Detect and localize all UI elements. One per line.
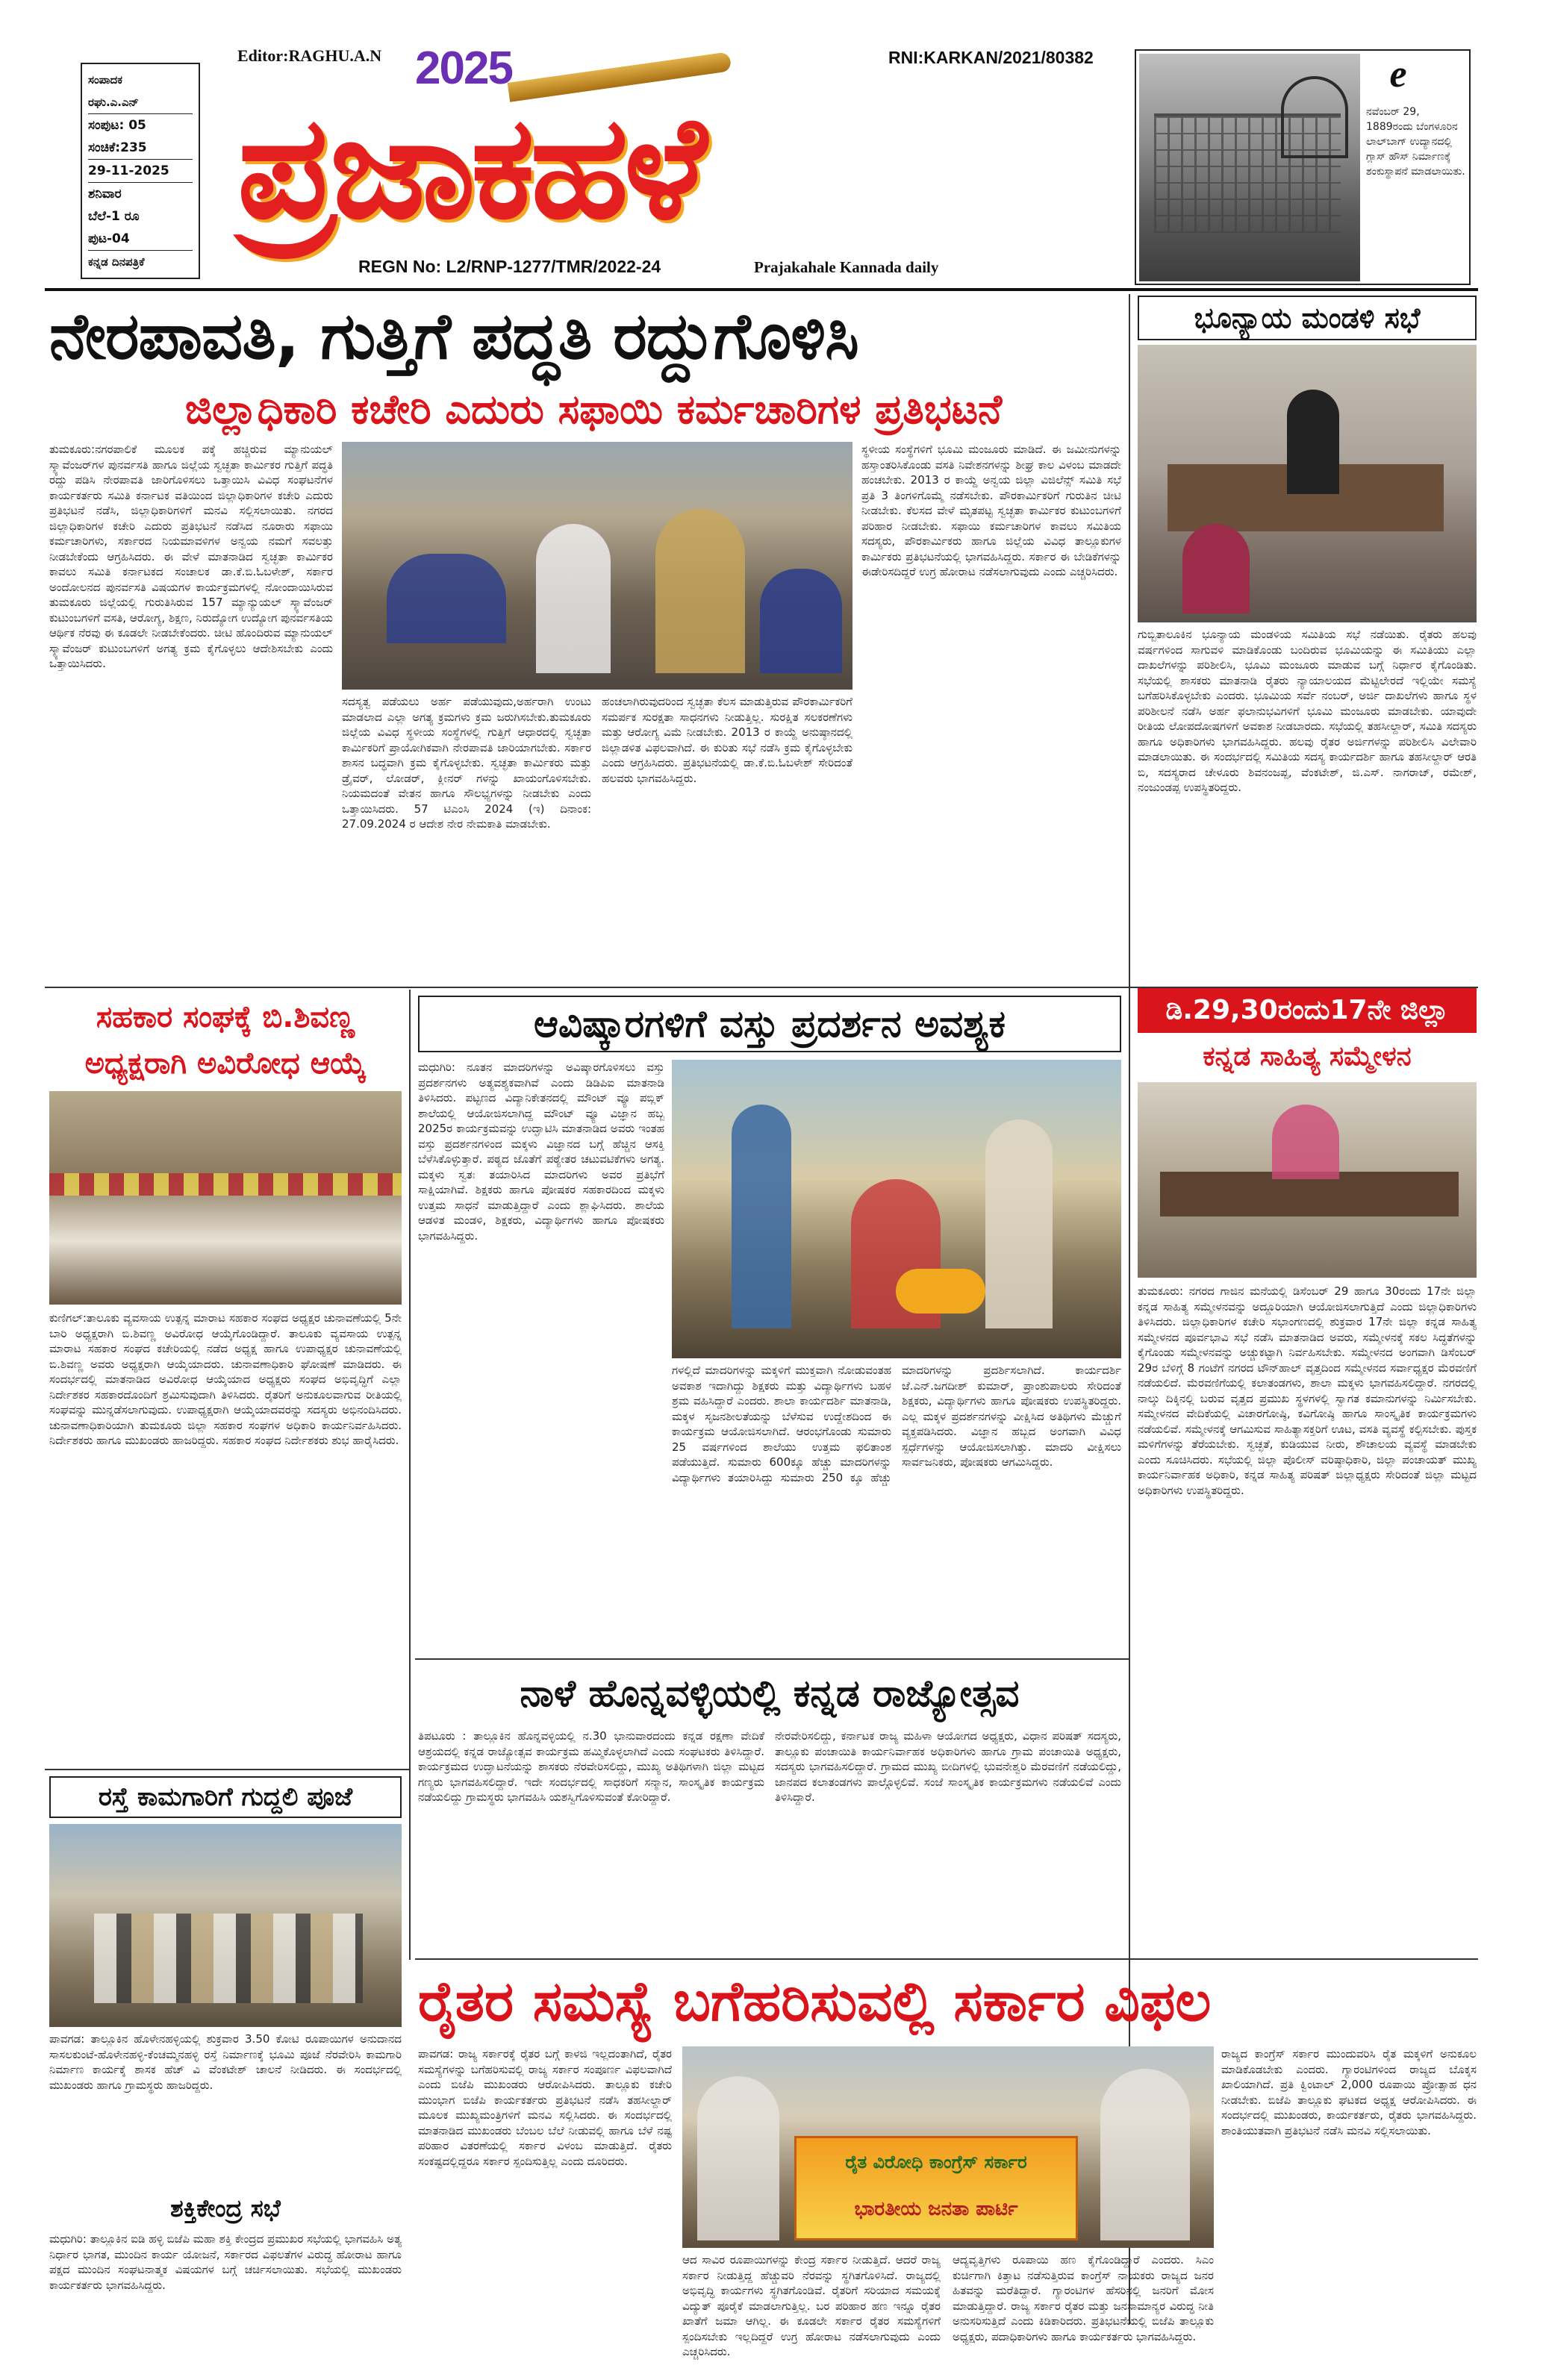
avishkar-col2: ಗಳಲ್ಲಿದೆ ಮಾದರಿಗಳನ್ನು ಮಕ್ಕಳಿಗೆ ಮುಕ್ತವಾಗಿ ನೋಡುವಂತಹ ಅವಕಾಶ ಇದಾಗಿದ್ದು ಶಿಕ್ಷಕರು ಮತ್ತು ವಿದ್ಯಾರ್ಥಿಗಳು ಬಹಳ ಶ್ರಮ ವಹಿಸಿದ್ದಾರೆ ಎಂದರು. ಶಾಲಾ ಕಾರ್ಯದರ್ಶಿ ಮಾತನಾಡಿ, ಮಕ್ಕಳ ಸೃಜನಶೀಲತೆಯನ್ನು ಬೆಳೆಸುವ ಉದ್ದೇಶದಿಂದ ಈ ಕಾರ್ಯಕ್ರಮ ಆಯೋಜಿಸಲಾಗಿದೆ. ಆರಂಭಗೊಂಡು ಸುಮಾರು 25 ವರ್ಷಗಳಿಂದ ಶಾಲೆಯು ಉತ್ತಮ ಫಲಿತಾಂಶ ಪಡೆಯುತ್ತಿದೆ. ಸುಮಾರು 600ಕ್ಕೂ ಹೆಚ್ಚು ಮಾದರಿಗಳನ್ನು ವಿದ್ಯಾರ್ಥಿಗಳು ತಯಾರಿಸಿದ್ದು ಸುಮಾರು 250 ಕ್ಕೂ ಹೆಚ್ಚು ಮಾದರಿಗಳನ್ನು ಪ್ರದರ್ಶಿಸಲಾಗಿದೆ. ಕಾರ್ಯದರ್ಶಿ ಜೆ.ಎನ್.ಜಗದೀಶ್ ಕುಮಾರ್, ಪ್ರಾಂಶುಪಾಲರು ಸೇರಿದಂತೆ ಶಿಕ್ಷಕರು, ವಿದ್ಯಾರ್ಥಿಗಳು ಹಾಗೂ ಪೋಷಕರು ಉಪಸ್ಥಿತರಿದ್ದರು. ಎಲ್ಲ ಮಕ್ಕಳ ಪ್ರದರ್ಶನಗಳನ್ನು ವೀಕ್ಷಿಸಿದ ಅತಿಥಿಗಳು ಮೆಚ್ಚುಗೆ ವ್ಯಕ್ತಪಡಿಸಿದರು. ವಿಜ್ಞಾನ ಹಬ್ಬದ ಅಂಗವಾಗಿ ವಿವಿಧ ಸ್ಪರ್ಧೆಗಳನ್ನು ಆಯೋಜಿಸಲಾಗಿತ್ತು. ಮಾದರಿ ವೀಕ್ಷಿಸಲು ಸಾರ್ವಜನಿಕರು, ಪೋಷಕರು ಆಗಮಿಸಿದ್ದರು.: [672, 1364, 1121, 1484]
newspaper-title: ಪ್ರಜಾಕಹಳೆ: [237, 85, 702, 250]
banner-line1: ರೈತ ವಿರೋಧಿ ಕಾಂಗ್ರೆಸ್ ಸರ್ಕಾರ: [845, 2152, 1027, 2173]
lead-col4: ಸ್ಥಳೀಯ ಸಂಸ್ಥೆಗಳಿಗೆ ಭೂಮಿ ಮಂಜೂರು ಮಾಡಿದೆ. ಈ ಜಮೀನುಗಳನ್ನು ಹಸ್ತಾಂತರಿಸಿಕೊಂಡು ವಸತಿ ನಿವೇಶನಗಳನ್ನು ಶೀಘ್ರ ಕಾಲ ವಿಳಂಬ ಮಾಡದೇ ಹಂಚಬೇಕು. 2013 ರ ಕಾಯ್ದೆ ಅನ್ವಯ ಜಿಲ್ಲಾ ವಿಜಿಲೆನ್ಸ್ ಸಮಿತಿ ಸಭೆ ಪ್ರತಿ 3 ತಿಂಗಳಿಗೊಮ್ಮೆ ನಡೆಸಬೇಕು. ಪೌರಕಾರ್ಮಿಕರಿಗೆ ಗುರುತಿನ ಚೀಟಿ ನೀಡಬೇಕು. ಕೆಲಸದ ವೇಳೆ ಮೃತಪಟ್ಟ ಸ್ವಚ್ಛತಾ ಕಾರ್ಮಿಕರ ಕುಟುಂಬಗಳಿಗೆ ಪರಿಹಾರ ನೀಡಬೇಕು. ಸಫಾಯಿ ಕರ್ಮಚಾರಿಗಳ ಕಾವಲು ಸಮಿತಿಯ ಸದಸ್ಯರು, ಪೌರಕಾರ್ಮಿಕರು ಹಾಗೂ ಜಿಲ್ಲೆಯ ವಿವಿಧ ತಾಲ್ಲೂಕುಗಳ ಕಾರ್ಮಿಕರು ಪ್ರತಿಭಟನೆಯಲ್ಲಿ ಭಾಗವಹಿಸಿದ್ದರು. ಸರ್ಕಾರ ಈ ಬೇಡಿಕೆಗಳನ್ನು ಈಡೇರಿಸದಿದ್ದರೆ ಉಗ್ರ ಹೋರಾಟ ನಡೆಸಲಾಗುವುದು ಎಂದು ಎಚ್ಚರಿಸಿದರು.: [861, 443, 1121, 578]
sahitya-head-line2: ಕನ್ನಡ ಸಾಹಿತ್ಯ ಸಮ್ಮೇಳನ: [1203, 1041, 1412, 1072]
sahitya-head-line1: ಡಿ.29,30ರಂದು17ನೇ ಜಿಲ್ಲಾ: [1138, 988, 1477, 1033]
shakti-text: ಮಧುಗಿರಿ: ತಾಲ್ಲೂಕಿನ ಐಡಿ ಹಳ್ಳಿ ಬಿಜೆಪಿ ಮಹಾ ಶಕ್ತಿ ಕೇಂದ್ರದ ಪ್ರಮುಖರ ಸಭೆಯಲ್ಲಿ ಭಾಗವಹಿಸಿ ಅತ್ಯ ನಿರ್ಧಾರ ಭಾಗತ, ಮುಂದಿನ ಕಾರ್ಯ ಯೋಜನೆ, ಸರ್ಕಾರದ ವಿಫಲತೆಗಳ ವಿರುದ್ಧ ಹೋರಾಟ ಹಾಗೂ ಪಕ್ಷದ ಮುಂದಿನ ಸಂಘಟನಾತ್ಮಕ ವಿಷಯಗಳ ಬಗ್ಗೆ ಚರ್ಚಿಸಲಾಯಿತು. ಸಭೆಯಲ್ಲಿ ಮುಖಂಡರು ಕಾರ್ಯಕರ್ತರು ಭಾಗವಹಿಸಿದ್ದರು.: [49, 2232, 402, 2292]
section-divider: [415, 1658, 1129, 1660]
sahakara-text: ಕುಣಿಗಲ್:ತಾಲೂಕು ವ್ಯವಸಾಯ ಉತ್ಪನ್ನ ಮಾರಾಟ ಸಹಕಾರ ಸಂಘದ ಅಧ್ಯಕ್ಷರ ಚುನಾವಣೆಯಲ್ಲಿ 5ನೇ ಬಾರಿ ಅಧ್ಯಕ್ಷರಾಗಿ ಬಿ.ಶಿವಣ್ಣ ಅವಿರೋಧ ಆಯ್ಕೆಗೊಂಡಿದ್ದಾರೆ. ತಾಲೂಕು ವ್ಯವಸಾಯ ಉತ್ಪನ್ನ ಮಾರಾಟ ಸಹಕಾರ ಸಂಘದ ಕಚೇರಿಯಲ್ಲಿ ನಡೆದ ಅಧ್ಯಕ್ಷ ಹಾಗೂ ಉಪಾಧ್ಯಕ್ಷರ ಚುನಾವಣೆಯಲ್ಲಿ ಬಿ.ಶಿವಣ್ಣ ಅವರು ಅಧ್ಯಕ್ಷರಾಗಿ ಆಯ್ಕೆಯಾದರು. ಚುನಾವಣಾಧಿಕಾರಿ ಘೋಷಣೆ ಮಾಡಿದರು. ಈ ಸಂದರ್ಭದಲ್ಲಿ ಮಾತನಾಡಿದ ಅವಿರೋಧ ಆಯ್ಕೆಯಾದ ಅಧ್ಯಕ್ಷರು ಸಂಘದ ಅಭಿವೃದ್ಧಿಗೆ ಎಲ್ಲಾ ನಿರ್ದೇಶಕರ ಸಹಕಾರದೊಂದಿಗೆ ಶ್ರಮಿಸುವುದಾಗಿ ತಿಳಿಸಿದರು. ರೈತರಿಗೆ ಅನುಕೂಲವಾಗುವ ರೀತಿಯಲ್ಲಿ ಸಂಘವನ್ನು ಮುನ್ನಡೆಸಲಾಗುವುದು. ಉಪಾಧ್ಯಕ್ಷರಾಗಿ ಆಯ್ಕೆಯಾದವರನ್ನು ಸದಸ್ಯರು ಅಭಿನಂದಿಸಿದರು. ಚುನಾವಣಾಧಿಕಾರಿಯಾಗಿ ತುಮಕೂರು ಜಿಲ್ಲಾ ಸಹಕಾರ ಸಂಘಗಳ ಅಧಿಕಾರಿ ಕಾರ್ಯನಿರ್ವಹಿಸಿದರು. ನಿರ್ದೇಶಕರು ಹಾಗೂ ಮುಖಂಡರು ಹಾಜರಿದ್ದರು. ಸಹಕಾರ ಸಂಘದ ನಿರ್ದೇಶಕರು ಶುಭ ಹಾರೈಸಿದರು.: [49, 1311, 402, 1447]
sahakara-photo: [49, 1091, 402, 1305]
raita-head: ರೈತರ ಸಮಸ್ಯೆ ಬಗೆಹರಿಸುವಲ್ಲಿ ಸರ್ಕಾರ ವಿಫಲ: [418, 1970, 1212, 2034]
regn-label: REGN No: L2/RNP-1277/TMR/2022-24: [358, 257, 661, 276]
masthead-info-line: ಸಂಚಿಕೆ:235: [88, 137, 193, 160]
rajyotsava-col2: ನೇರವೇರಿಸಲಿದ್ದು, ಕರ್ನಾಟಕ ರಾಜ್ಯ ಮಹಿಳಾ ಆಯೋಗದ ಅಧ್ಯಕ್ಷರು, ವಿಧಾನ ಪರಿಷತ್ ಸದಸ್ಯರು, ತಾಲ್ಲೂಕು ಪಂಚಾಯಿತಿ ಕಾರ್ಯನಿರ್ವಾಹಕ ಅಧಿಕಾರಿಗಳು ಹಾಗೂ ಗ್ರಾಮ ಪಂಚಾಯಿತಿ ಅಧ್ಯಕ್ಷರು, ಸದಸ್ಯರು ಭಾಗವಹಿಸಲಿದ್ದಾರೆ. ಗ್ರಾಮದ ಮುಖ್ಯ ಬೀದಿಗಳಲ್ಲಿ ಭುವನೇಶ್ವರಿ ಮೆರವಣಿಗೆ ನಡೆಯಲಿದ್ದು, ಜಾನಪದ ಕಲಾತಂಡಗಳು ಪಾಲ್ಗೊಳ್ಳಲಿವೆ. ಸಂಜೆ ಸಾಂಸ್ಕೃತಿಕ ಕಾರ್ಯಕ್ರಮಗಳು ನಡೆಯಲಿವೆ ಎಂದು ತಿಳಿಸಿದ್ದಾರೆ.: [775, 1729, 1121, 1804]
avishkar-col1: ಮಧುಗಿರಿ: ನೂತನ ಮಾದರಿಗಳನ್ನು ಅವಿಷ್ಕಾರಗೊಳಿಸಲು ವಸ್ತು ಪ್ರದರ್ಶನಗಳು ಅತ್ಯವಶ್ಯಕವಾಗಿವೆ ಎಂದು ಡಿಡಿಪಿಐ ಮಾತನಾಡಿ ತಿಳಿಸಿದರು. ಪಟ್ಟಣದ ವಿದ್ಯಾನಿಕೇತನದಲ್ಲಿ ಮೌಂಟ್ ವ್ಯೂ ಪಬ್ಲಿಕ್ ಶಾಲೆಯಲ್ಲಿ ಆಯೋಜಿಸಲಾಗಿದ್ದ ಮೌಂಟ್ ವ್ಯೂ ವಿಜ್ಞಾನ ಹಬ್ಬ 2025ರ ಕಾರ್ಯಕ್ರಮವನ್ನು ಉದ್ಘಾಟಿಸಿ ಮಾತನಾಡಿದ ಅವರು ಇಂತಹ ವಸ್ತು ಪ್ರದರ್ಶನಗಳಿಂದ ಮಕ್ಕಳು ವಿಜ್ಞಾನದ ಬಗ್ಗೆ ಹೆಚ್ಚಿನ ಆಸಕ್ತಿ ಬೆಳೆಸಿಕೊಳ್ಳುತ್ತಾರೆ. ಪಠ್ಯದ ಜೊತೆಗೆ ಪಠ್ಯೇತರ ಚಟುವಟಿಕೆಗಳು ಅಗತ್ಯ. ಮಕ್ಕಳು ಸ್ವತಃ ತಯಾರಿಸಿದ ಮಾದರಿಗಳು ಅವರ ಪ್ರತಿಭೆಗೆ ಸಾಕ್ಷಿಯಾಗಿವೆ. ಶಿಕ್ಷಕರು ಹಾಗೂ ಪೋಷಕರ ಸಹಕಾರದಿಂದ ಮಕ್ಕಳು ಉತ್ತಮ ಸಾಧನೆ ಮಾಡುತ್ತಿದ್ದಾರೆ ಎಂದು ಶ್ಲಾಘಿಸಿದರು. ಶಾಲೆಯ ಆಡಳಿತ ಮಂಡಳಿ, ಶಿಕ್ಷಕರು, ವಿದ್ಯಾರ್ಥಿಗಳು ಹಾಗೂ ಪೋಷಕರು ಭಾಗವಹಿಸಿದ್ದರು.: [418, 1061, 664, 1243]
bhu-text: ಗುಬ್ಬಿತಾಲೂಕಿನ ಭೂನ್ಯಾಯ ಮಂಡಳಿಯ ಸಮಿತಿಯ ಸಭೆ ನಡೆಯಿತು. ರೈತರು ಹಲವು ವರ್ಷಗಳಿಂದ ಸಾಗುವಳಿ ಮಾಡಿಕೊಂಡು ಬಂದಿರುವ ಭೂಮಿಯನ್ನು ಈ ಸಮಿತಿಯು ಎಲ್ಲಾ ದಾಖಲೆಗಳನ್ನು ಪರಿಶೀಲಿಸಿ, ಭೂಮಿ ಮಂಜೂರು ಮಾಡುವ ಬಗ್ಗೆ ನಿರ್ಧಾರ ಕೈಗೊಂಡಿತು. ಸಭೆಯಲ್ಲಿ ಶಾಸಕರು ಮಾತನಾಡಿ ರೈತರು ನ್ಯಾಯಾಲಯದ ಮೆಟ್ಟಿಲೇರದೆ ಇಲ್ಲಿಯೇ ಸಮಸ್ಯೆ ಬಗೆಹರಿಸಿಕೊಳ್ಳಬೇಕು ಎಂದರು. ಭೂಮಿಯ ಸರ್ವೆ ನಂಬರ್, ಅರ್ಜಿ ದಾಖಲೆಗಳು ಹಾಗೂ ಸ್ಥಳ ಪರಿಶೀಲನೆ ನಡೆಸಿ ಅರ್ಹ ಫಲಾನುಭವಿಗಳಿಗೆ ಭೂಮಿ ಮಂಜೂರು ಮಾಡಬೇಕು. ಯಾವುದೇ ರೀತಿಯ ಲೋಪದೋಷಗಳಿಗೆ ಅವಕಾಶ ನೀಡಬಾರದು. ಸಭೆಯಲ್ಲಿ ತಹಸೀಲ್ದಾರ್, ಸಮಿತಿ ಸದಸ್ಯರು ಹಾಗೂ ಅಧಿಕಾರಿಗಳು ಭಾಗವಹಿಸಿದ್ದರು. ಹಲವು ರೈತರ ಅರ್ಜಿಗಳನ್ನು ಪರಿಶೀಲಿಸಿ ವಿಲೇವಾರಿ ಮಾಡಲಾಯಿತು. ಈ ಸಂದರ್ಭದಲ್ಲಿ ಸಮಿತಿಯ ಸದಸ್ಯ ಕಾರ್ಯದರ್ಶಿ ಹಾಗೂ ತಹಸೀಲ್ದಾರ್ ಆರತಿ ಬಿ, ಸದಸ್ಯರಾದ ಚೇಳೂರು ಶಿವನಂಜಪ್ಪ, ವೆಂಕಟೇಶ್, ಜಿ.ಎಸ್. ನಾಗರಾಜ್, ರಮೇಶ್, ನಂಜುಂಡಪ್ಪ ಉಪಸ್ಥಿತರಿದ್ದರು.: [1138, 628, 1477, 794]
banner-line2: ಭಾರತೀಯ ಜನತಾ ಪಾರ್ಟಿ: [854, 2198, 1018, 2220]
raste-text: ಪಾವಗಡ: ತಾಲ್ಲೂಕಿನ ಹೊಳೇನಹಳ್ಳಿಯಲ್ಲಿ ಶುಕ್ರವಾರ 3.50 ಕೋಟಿ ರೂಪಾಯಿಗಳ ಅನುದಾನದ ಸಾಸಲಕುಂಟೆ-ಹೊಳೇನಹಳ್ಳಿ-ಕೆಂಚಮ್ಮನಹಳ್ಳಿ ರಸ್ತೆ ನಿರ್ಮಾಣಕ್ಕೆ ಭೂಮಿ ಪೂಜೆ ನೆರವೇರಿಸಿ ಕಾಮಗಾರಿ ನಿರ್ಮಾಣ ಕಾರ್ಯಕ್ಕೆ ಶಾಸಕ ಹೆಚ್ ವಿ ವೆಂಕಟೇಶ್ ಚಾಲನೆ ನೀಡಿದರು. ಈ ಸಂದರ್ಭದಲ್ಲಿ ಮುಖಂಡರು ಹಾಗೂ ಗ್ರಾಮಸ್ಥರು ಹಾಜರಿದ್ದರು.: [49, 2032, 402, 2092]
raita-col3: ಆದ್ಯವೃತ್ತಿಗಳು ರೂಪಾಯಿ ಹಣ ಕೈಗೊಂಡಿದ್ದಾರೆ ಎಂದರು. ಸಿಎಂ ಕುರ್ಚಿಗಾಗಿ ಕಿತ್ತಾಟ ನಡೆಸುತ್ತಿರುವ ಕಾಂಗ್ರೆಸ್ ನಾಯಕರು ರಾಜ್ಯದ ಜನರ ಹಿತವನ್ನು ಮರೆತಿದ್ದಾರೆ. ಗ್ಯಾರಂಟಿಗಳ ಹೆಸರಿನಲ್ಲಿ ಜನರಿಗೆ ಮೋಸ ಮಾಡುತ್ತಿದ್ದಾರೆ. ರಾಜ್ಯ ಸರ್ಕಾರ ರೈತರ ಮತ್ತು ಜನಸಾಮಾನ್ಯರ ವಿರುದ್ಧ ನೀತಿ ಅನುಸರಿಸುತ್ತಿದೆ ಎಂದು ಕಿಡಿಕಾರಿದರು. ಪ್ರತಿಭಟನೆಯಲ್ಲಿ ಬಿಜೆಪಿ ತಾಲ್ಲೂಕು ಅಧ್ಯಕ್ಷರು, ಪದಾಧಿಕಾರಿಗಳು ಹಾಗೂ ಕಾರ್ಯಕರ್ತರು ಭಾಗವಹಿಸಿದ್ದರು.: [953, 2253, 1214, 2343]
raita-col1: ಪಾವಗಡ: ರಾಜ್ಯ ಸರ್ಕಾರಕ್ಕೆ ರೈತರ ಬಗ್ಗೆ ಕಾಳಜಿ ಇಲ್ಲದಂತಾಗಿದೆ, ರೈತರ ಸಮಸ್ಯೆಗಳನ್ನು ಬಗೆಹರಿಸುವಲ್ಲಿ ರಾಜ್ಯ ಸರ್ಕಾರ ಸಂಪೂರ್ಣ ವಿಫಲವಾಗಿದೆ ಎಂದು ಬಿಜೆಪಿ ಮುಖಂಡರು ಆರೋಪಿಸಿದರು. ತಾಲ್ಲೂಕು ಕಚೇರಿ ಮುಂಭಾಗ ಬಿಜೆಪಿ ಕಾರ್ಯಕರ್ತರು ಪ್ರತಿಭಟನೆ ನಡೆಸಿ ತಹಸೀಲ್ದಾರ್ ಮೂಲಕ ಮುಖ್ಯಮಂತ್ರಿಗಳಿಗೆ ಮನವಿ ಸಲ್ಲಿಸಿದರು. ಈ ಸಂದರ್ಭದಲ್ಲಿ ಮಾತನಾಡಿದ ಮುಖಂಡರು ಬೆಂಬಲ ಬೆಲೆ ನೀಡುವಲ್ಲಿ ಹಾಗೂ ಬೆಳೆ ನಷ್ಟ ಪರಿಹಾರ ವಿತರಣೆಯಲ್ಲಿ ಸರ್ಕಾರ ವಿಳಂಬ ಮಾಡುತ್ತಿದೆ. ರೈತರು ಸಂಕಷ್ಟದಲ್ಲಿದ್ದರೂ ಸರ್ಕಾರ ಸ್ಪಂದಿಸುತ್ತಿಲ್ಲ ಎಂದು ದೂರಿದರು.: [418, 2047, 672, 2168]
raita-col2: ಆದ ಸಾವಿರ ರೂಪಾಯಿಗಳನ್ನು ಕೇಂದ್ರ ಸರ್ಕಾರ ನೀಡುತ್ತಿದೆ. ಆದರೆ ರಾಜ್ಯ ಸರ್ಕಾರ ನೀಡುತ್ತಿದ್ದ ಹೆಚ್ಚುವರಿ ನೆರವನ್ನು ಸ್ಥಗಿತಗೊಳಿಸಿದೆ. ರಾಜ್ಯದಲ್ಲಿ ಅಭಿವೃದ್ಧಿ ಕಾರ್ಯಗಳು ಸ್ಥಗಿತಗೊಂಡಿವೆ. ರೈತರಿಗೆ ಸರಿಯಾದ ಸಮಯಕ್ಕೆ ವಿದ್ಯುತ್ ಪೂರೈಕೆ ಮಾಡಲಾಗುತ್ತಿಲ್ಲ. ಬರ ಪರಿಹಾರ ಹಣ ಇನ್ನೂ ರೈತರ ಖಾತೆಗೆ ಜಮಾ ಆಗಿಲ್ಲ. ಈ ಕೂಡಲೇ ಸರ್ಕಾರ ರೈತರ ಸಮಸ್ಯೆಗಳಿಗೆ ಸ್ಪಂದಿಸಬೇಕು ಇಲ್ಲದಿದ್ದರೆ ಉಗ್ರ ಹೋರಾಟ ನಡೆಸಲಾಗುವುದು ಎಂದು ಎಚ್ಚರಿಸಿದರು.: [682, 2253, 941, 2358]
history-note: ನವೆಂಬರ್ 29, 1889ರಂದು ಬೆಂಗಳೂರಿನ ಲಾಲ್‌ಬಾಗ್ ಉದ್ಯಾನದಲ್ಲಿ ಗ್ಲಾಸ್ ಹೌಸ್ ನಿರ್ಮಾಣಕ್ಕೆ ಶಂಕುಸ್ಥಾಪನೆ ಮಾಡಲಾಯಿತು.: [1366, 106, 1465, 178]
masthead-info-line: ಶನಿವಾರ: [88, 187, 122, 202]
masthead-info-line: ಬೆಲೆ-1 ರೂ: [88, 209, 140, 224]
meeting-photo: [1138, 345, 1477, 622]
masthead-info-line: ರಘು.ಎ.ಎನ್: [88, 91, 193, 114]
section-divider: [45, 1769, 409, 1770]
farmers-protest-photo: [682, 2046, 1214, 2248]
year-label: 2025: [415, 43, 512, 94]
sahitya-text: ತುಮಕೂರು: ನಗರದ ಗಾಜಿನ ಮನೆಯಲ್ಲಿ ಡಿಸೆಂಬರ್ 29 ಹಾಗೂ 30ರಂದು 17ನೇ ಜಿಲ್ಲಾ ಕನ್ನಡ ಸಾಹಿತ್ಯ ಸಮ್ಮೇಳನವನ್ನು ಅದ್ದೂರಿಯಾಗಿ ಆಯೋಜಿಸಲಾಗುತ್ತಿದೆ ಎಂದು ಜಿಲ್ಲಾಧಿಕಾರಿಗಳು ತಿಳಿಸಿದರು. ಜಿಲ್ಲಾಧಿಕಾರಿಗಳ ಕಚೇರಿ ಸಭಾಂಗಣದಲ್ಲಿ ಶುಕ್ರವಾರ 17ನೇ ಜಿಲ್ಲಾ ಕನ್ನಡ ಸಾಹಿತ್ಯ ಸಮ್ಮೇಳನದ ಪೂರ್ವಭಾವಿ ಸಭೆ ನಡೆಸಿ ಮಾತನಾಡಿದ ಅವರು, ಸಮ್ಮೇಳನಕ್ಕೆ ಸಕಲ ಸಿದ್ಧತೆಗಳನ್ನು ಕೈಗೊಂಡು ಸಮ್ಮೇಳನವನ್ನು ಅಚ್ಚುಕಟ್ಟಾಗಿ ನಿರ್ವಹಿಸಬೇಕು. ಸಮ್ಮೇಳನದ ಅಂಗವಾಗಿ ಡಿಸೆಂಬರ್ 29ರ ಬೆಳಿಗ್ಗೆ 8 ಗಂಟೆಗೆ ನಗರದ ಟೌನ್‌ಹಾಲ್ ವೃತ್ತದಿಂದ ಸಮ್ಮೇಳನದ ಸರ್ವಾಧ್ಯಕ್ಷರ ಮೆರವಣಿಗೆ ನಡೆಯಲಿದೆ. ಮೆರವಣಿಗೆಯಲ್ಲಿ ಕಲಾತಂಡಗಳು, ಶಾಲಾ ಮಕ್ಕಳು ಭಾಗವಹಿಸಲಿದ್ದಾರೆ. ನಗರದಲ್ಲಿ ನಾಲ್ಕು ದಿಕ್ಕಿನಲ್ಲಿ ಬರುವ ವೃತ್ತದ ಪ್ರಮುಖ ಸ್ಥಳಗಳಲ್ಲಿ ಸ್ವಾಗತ ಕಮಾನುಗಳನ್ನು ನಿರ್ಮಿಸಬೇಕು. ಸಮ್ಮೇಳನದ ವೇದಿಕೆಯಲ್ಲಿ ವಿಚಾರಗೋಷ್ಠಿ, ಕವಿಗೋಷ್ಠಿ ಹಾಗೂ ಸಾಂಸ್ಕೃತಿಕ ಕಾರ್ಯಕ್ರಮಗಳು ನಡೆಯಲಿವೆ. ಸಮ್ಮೇಳನಕ್ಕೆ ಆಗಮಿಸುವ ಸಾಹಿತ್ಯಾಸಕ್ತರಿಗೆ ಊಟ, ವಸತಿ ವ್ಯವಸ್ಥೆ ಕಲ್ಪಿಸಬೇಕು. ಪುಸ್ತಕ ಮಳಿಗೆಗಳನ್ನು ತೆರೆಯಬೇಕು. ಸ್ವಚ್ಛತೆ, ಕುಡಿಯುವ ನೀರು, ಶೌಚಾಲಯ ವ್ಯವಸ್ಥೆ ಮಾಡಬೇಕು ಎಂದು ಸೂಚಿಸಿದರು. ಸಭೆಯಲ್ಲಿ ಜಿಲ್ಲಾ ಪೊಲೀಸ್ ವರಿಷ್ಠಾಧಿಕಾರಿ, ಜಿಲ್ಲಾ ಪಂಚಾಯತ್ ಮುಖ್ಯ ಕಾರ್ಯನಿರ್ವಾಹಕ ಅಧಿಕಾರಿ, ಕನ್ನಡ ಸಾಹಿತ್ಯ ಪರಿಷತ್ ಜಿಲ್ಲಾಧ್ಯಕ್ಷರು ಸೇರಿದಂತೆ ಜಿಲ್ಲಾ ಮಟ್ಟದ ಅಧಿಕಾರಿಗಳು ಉಪಸ್ಥಿತರಿದ್ದರು.: [1138, 1284, 1477, 1497]
sahakara-head-line2: ಅಧ್ಯಕ್ಷರಾಗಿ ಅವಿರೋಧ ಆಯ್ಕೆ: [84, 1046, 367, 1081]
history-box: [1135, 49, 1471, 285]
road-work-photo: [49, 1824, 402, 2027]
masthead-info-line: ಪುಟ-04: [88, 228, 193, 251]
lead-col2: ಸದಸ್ಯತ್ವ ಪಡೆಯಲು ಅರ್ಹ ಪಡೆಯುವುದು,ಅರ್ಹರಾಗಿ ಉಂಟು ಮಾಡಲಾದ ಎಲ್ಲಾ ಅಗತ್ಯ ಕ್ರಮಗಳು ಕ್ರಮ ಜರುಗಿಸಬೇಕು.ತುಮಕೂರು ಜಿಲ್ಲೆಯ ವಿವಿಧ ಸ್ಥಳೀಯ ಸಂಸ್ಥೆಗಳಲ್ಲಿ ಗುತ್ತಿಗೆ ಆಧಾರದಲ್ಲಿ ಸ್ವಚ್ಛತಾ ಕಾರ್ಮಿಕರಿಗೆ ಪ್ರಾಯೋಗಿಕವಾಗಿ ನೇರಪಾವತಿ ಜಾರಿಯಾಗಬೇಕು. ಸರ್ಕಾರ ಶಾಸನ ಬದ್ಧವಾಗಿ ಕ್ರಮ ಕೈಗೊಳ್ಳಬೇಕು. ಸ್ವಚ್ಛತಾ ಕಾರ್ಮಿಕರು ಮತ್ತು ಡ್ರೈವರ್, ಲೋಡರ್, ಕ್ಲೀನರ್ ಗಳನ್ನು ಖಾಯಂಗೊಳಿಸಬೇಕು. ನಿಯಮದಂತೆ ವೇತನ ಹಾಗೂ ಸೌಲಭ್ಯಗಳನ್ನು ನೀಡಬೇಕು ಎಂದು ಒತ್ತಾಯಿಸಿದರು. 57 ಟಿಎಂಸಿ 2024 (ಇ) ದಿನಾಂಕ: 27.09.2024 ರ ಆದೇಶ ನೇರ ನೇಮಕಾತಿ ಮಾಡಬೇಕು.: [342, 695, 591, 831]
column-divider: [409, 990, 411, 1960]
lead-subhead: ಜಿಲ್ಲಾಧಿಕಾರಿ ಕಚೇರಿ ಎದುರು ಸಫಾಯಿ ಕರ್ಮಚಾರಿಗಳ ಪ್ರತಿಭಟನೆ: [184, 386, 1003, 433]
lead-col3: ಹಂಚಲಾಗಿರುವುದರಿಂದ ಸ್ವಚ್ಛತಾ ಕೆಲಸ ಮಾಡುತ್ತಿರುವ ಪೌರಕಾರ್ಮಿಕರಿಗೆ ಸಮರ್ಪಕ ಸುರಕ್ಷತಾ ಸಾಧನಗಳು ನೀಡುತ್ತಿಲ್ಲ. ಸುರಕ್ಷಿತ ಸಲಕರಣೆಗಳು ಮತ್ತು ಆರೋಗ್ಯ ವಿಮೆ ನೀಡಬೇಕು. 2013 ರ ಕಾಯ್ದೆ ಅನುಷ್ಠಾನದಲ್ಲಿ ಜಿಲ್ಲಾಡಳಿತ ವಿಫಲವಾಗಿದೆ. ಈ ಕುರಿತು ಸಭೆ ನಡೆಸಿ ಕ್ರಮ ಕೈಗೊಳ್ಳಬೇಕು ಎಂದು ಆಗ್ರಹಿಸಿದರು. ಪ್ರತಿಭಟನೆಯಲ್ಲಿ ಡಾ.ಕೆ.ಬಿ.ಓಬಳೇಶ್ ಸೇರಿದಂತೆ ಹಲವರು ಭಾಗವಹಿಸಿದ್ದರು.: [602, 695, 852, 785]
science-fair-photo: [672, 1060, 1121, 1358]
e-logo-icon: e: [1389, 53, 1407, 96]
daily-name-label: Prajakahale Kannada daily: [754, 258, 939, 276]
lead-col1: ತುಮಕೂರು:ನಗರಪಾಲಿಕೆ ಮೂಲಕ ಪಕ್ಕೆ ಹಚ್ಚಿರುವ ಮ್ಯಾನುಯಲ್ ಸ್ಕ್ಯಾವೆಂಜರ್‌ಗಳ ಪುನರ್ವಸತಿ ಹಾಗೂ ಜಿಲ್ಲೆಯ ಸ್ವಚ್ಛತಾ ಕಾರ್ಮಿಕರ ಗುತ್ತಿಗೆ ಪದ್ಧತಿ ರದ್ದು ಪಡಿಸಿ ನೇರಪಾವತಿ ಜಾರಿಗೊಳಿಸಲು ಒತ್ತಾಯಿಸಿ ವಿವಿಧ ಸಂಘಟನೆಗಳ ಕಾರ್ಯಕರ್ತರು ಸಮಿತಿ ಕರ್ನಾಟಕ ವತಿಯಿಂದ ಜಿಲ್ಲಾಧಿಕಾರಿಗಳ ಕಚೇರಿ ಎದುರು ಪ್ರತಿಭಟನೆ ನಡೆಸಿ, ಜಿಲ್ಲಾಧಿಕಾರಿಗಳಿಗೆ ಮನವಿ ಸಲ್ಲಿಸಲಾಯಿತು. ನಗರದ ಜಿಲ್ಲಾಧಿಕಾರಿಗಳ ಕಚೇರಿ ಎದುರು ಪ್ರತಿಭಟನೆ ನಡೆಸಿದ ನೂರಾರು ಸಫಾಯಿ ಕರ್ಮಚಾರಿಗಳು, ಸರ್ಕಾರದ ನಿಯಮಾವಳಿಗಳ ಅನ್ವಯ ನಮಗೆ ಸವಲತ್ತು ನೀಡಬೇಕೆಂದು ಆಗ್ರಹಿಸಿದರು. ಈ ವೇಳೆ ಮಾತನಾಡಿದ ಸ್ವಚ್ಛತಾ ಕಾರ್ಮಿಕರ ಕಾವಲು ಸಮಿತಿ ಕರ್ನಾಟಕದ ಸಂಚಾಲಕ ಡಾ.ಕೆ.ಬಿ.ಓಬಳೇಶ್, ಸರ್ಕಾರ ಅಂದೋಲನದ ಪುನರ್ವಸತಿ ವಿಷಯಗಳ ಕಾರ್ಯಕ್ರಮಗಳಲ್ಲಿ ನೋಂದಾಯಿಸಿರುವ ತುಮಕೂರು ಜಿಲ್ಲೆಯಲ್ಲಿ ಗುರುತಿಸಿರುವ 157 ಮ್ಯಾನ್ಯುಯಲ್ ಸ್ಕ್ಯಾವೆಂಜರ್ ಕುಟುಂಬಗಳಿಗೆ ವಸತಿ, ಆರೋಗ್ಯ, ಶಿಕ್ಷಣ, ನಿರುದ್ಯೋಗ ಉದ್ಯೋಗ ಪುನರ್ವಸತಿಯ ಆರ್ಥಿಕ ನೆರವು ಈ ಕೂಡಲೇ ನೀಡಬೇಕೆಂದರು. ಚೀಟಿ ಹೊಂದಿರುವ ಮ್ಯಾನುಯಲ್ ಸ್ಕ್ಯಾವೆಂಜರ್ ಕುಟುಂಬಗಳಿಗೆ ಅಗತ್ಯ ಕ್ರಮ ಕೈಗೊಳ್ಳಲು ಆದೇಶಿಸಬೇಕು ಎಂದು ಒತ್ತಾಯಿಸಿದರು.: [49, 443, 333, 670]
editor-label: Editor:RAGHU.A.N: [237, 46, 382, 65]
shakti-head: ಶಕ್ತಿಕೇಂದ್ರ ಸಭೆ: [170, 2194, 281, 2223]
masthead-info-line: 29-11-2025: [88, 160, 193, 183]
masthead-divider: [45, 288, 1478, 291]
sahitya-meeting-photo: [1138, 1082, 1477, 1278]
lead-headline: ನೇರಪಾವತಿ, ಗುತ್ತಿಗೆ ಪದ್ಧತಿ ರದ್ದುಗೊಳಿಸಿ: [49, 299, 858, 374]
masthead-info-line: ಕನ್ನಡ ದಿನಪತ್ರಿಕೆ: [88, 255, 145, 269]
protest-photo: [342, 442, 852, 690]
sahakara-head-line1: ಸಹಕಾರ ಸಂಘಕ್ಕೆ ಬಿ.ಶಿವಣ್ಣ: [96, 1000, 355, 1034]
masthead-info-line: ಸಂಪಾದಕ: [88, 73, 122, 87]
bhu-head: ಭೂನ್ಯಾಯ ಮಂಡಳಿ ಸಭೆ: [1138, 296, 1477, 340]
masthead-info-line: ಸಂಪುಟ: 05: [88, 118, 146, 133]
glass-house-photo: [1139, 54, 1360, 281]
rajyotsava-head: ನಾಳೆ ಹೊನ್ನವಳ್ಳಿಯಲ್ಲಿ ಕನ್ನಡ ರಾಜ್ಯೋತ್ಸವ: [520, 1672, 1020, 1715]
avishkar-head: ಆವಿಷ್ಕಾರಗಳಿಗೆ ವಸ್ತು ಪ್ರದರ್ಶನ ಅವಶ್ಯಕ: [418, 996, 1121, 1052]
masthead-info-box: [81, 63, 200, 279]
raita-col4: ರಾಜ್ಯದ ಕಾಂಗ್ರೆಸ್ ಸರ್ಕಾರ ಮುಂದುವರಿಸಿ ರೈತ ಮಕ್ಕಳಿಗೆ ಅನುಕೂಲ ಮಾಡಿಕೊಡಬೇಕು ಎಂದರು. ಗ್ಯಾರಂಟಿಗಳಿಂದ ರಾಜ್ಯದ ಬೊಕ್ಕಸ ಖಾಲಿಯಾಗಿದೆ. ಪ್ರತಿ ಕ್ವಿಂಟಾಲ್ 2,000 ರೂಪಾಯಿ ಪ್ರೋತ್ಸಾಹ ಧನ ನೀಡಬೇಕು. ಬಿಜೆಪಿ ತಾಲ್ಲೂಕು ಘಟಕದ ಅಧ್ಯಕ್ಷ ಆರೋಪಿಸಿದರು. ಈ ಸಂದರ್ಭದಲ್ಲಿ ಮುಖಂಡರು, ಕಾರ್ಯಕರ್ತರು, ರೈತರು ಭಾಗವಹಿಸಿದ್ದರು. ಶಾಂತಿಯುತವಾಗಿ ಪ್ರತಿಭಟನೆ ನಡೆಸಿ ಮನವಿ ಸಲ್ಲಿಸಲಾಯಿತು.: [1221, 2047, 1477, 2137]
rajyotsava-col1: ತಿಪಟೂರು : ತಾಲ್ಲೂಕಿನ ಹೊನ್ನವಳ್ಳಿಯಲ್ಲಿ ನ.30 ಭಾನುವಾರದಂದು ಕನ್ನಡ ರಕ್ಷಣಾ ವೇದಿಕೆ ಆಶ್ರಯದಲ್ಲಿ ಕನ್ನಡ ರಾಜ್ಯೋತ್ಸವ ಕಾರ್ಯಕ್ರಮ ಹಮ್ಮಿಕೊಳ್ಳಲಾಗಿದೆ ಎಂದು ಸಂಘಟಕರು ತಿಳಿಸಿದ್ದಾರೆ. ಕಾರ್ಯಕ್ರಮದ ಉದ್ಘಾಟನೆಯನ್ನು ಶಾಸಕರು ನೆರವೇರಿಸಲಿದ್ದು, ಮುಖ್ಯ ಅತಿಥಿಗಳಾಗಿ ಜಿಲ್ಲಾ ಮಟ್ಟದ ಗಣ್ಯರು ಭಾಗವಹಿಸಲಿದ್ದಾರೆ. ಇದೇ ಸಂದರ್ಭದಲ್ಲಿ ಸಾಧಕರಿಗೆ ಸನ್ಮಾನ, ಸಾಂಸ್ಕೃತಿಕ ಕಾರ್ಯಕ್ರಮ ನಡೆಯಲಿದ್ದು ಗ್ರಾಮಸ್ಥರು ಭಾಗವಹಿಸಿ ಯಶಸ್ವಿಗೊಳಿಸುವಂತೆ ಕೋರಿದ್ದಾರೆ.: [418, 1729, 764, 1804]
rni-label: RNI:KARKAN/2021/80382: [888, 48, 1094, 67]
section-divider: [415, 1958, 1478, 1960]
protest-banner: [794, 2136, 1078, 2240]
raste-head: ರಸ್ತೆ ಕಾಮಗಾರಿಗೆ ಗುದ್ದಲಿ ಪೂಜೆ: [49, 1776, 402, 1818]
